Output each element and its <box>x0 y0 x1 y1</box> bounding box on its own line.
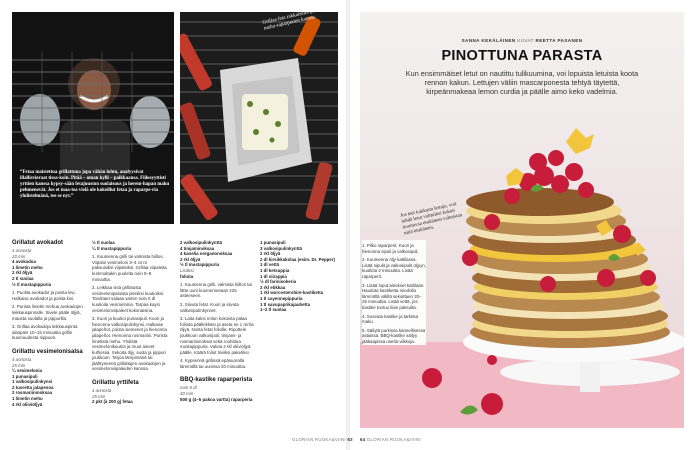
ingredient: 2 rkl öljyä <box>260 251 281 257</box>
ingredient: 2 rkl öljyä <box>180 256 201 262</box>
ingredient: 2 tuoretta jalapenoa <box>12 384 54 390</box>
ingredient: 1 rkl worcestershire-kastiketta <box>260 290 324 296</box>
bbq-steps <box>362 240 426 345</box>
ingredient-note: Lisäksi: <box>180 267 195 273</box>
person-with-oven-mitts-photo <box>12 12 174 224</box>
recipe-step: 5. Säilytä purkissa kannellisessa astiassa. BBQ-kastike säilyy jääkaapissa useita viikkoja. <box>362 327 426 344</box>
footer-brand: GLORIAN RUOKA&VIINI <box>292 437 346 442</box>
recipe-step: 1. Pilko raparperit. Kuori ja hienonna sipuli ja valkosipuli. <box>362 243 419 254</box>
ingredient: 1 dl siirappia <box>260 273 287 279</box>
ingredient: 4 rkl oliiviöljyä <box>12 401 43 407</box>
recipe-servings: 4 annosta <box>12 248 32 253</box>
recipe-time: 25 min <box>92 393 106 399</box>
recipe-step: 1. Kuumenna grilli, valmista hiillos tai lätte uuni kuumennetaan 225 asteeseen. <box>180 282 252 299</box>
grilled-feta-photo <box>180 12 338 224</box>
ingredient: 1 punasipuli <box>12 373 38 379</box>
ingredient: 1 limetin mehu <box>12 396 43 402</box>
ingredient: 3 valkosipulinkynttä <box>260 245 302 251</box>
ingredient: 4 timjaminoksaa <box>180 245 215 251</box>
ingredient: 2 dl kirsikkakolaa (esim. Dr. Pepper) <box>260 256 335 262</box>
recipe-title-bbq: BBQ-kastike raparperista <box>180 377 253 384</box>
recipe-step: 2. Leikkaa sisä grillatusta vesimelonipaloista pieniksi kuutioiksi. Tarvittaet salaaa varten noin 5 dl kuutioita vesimelonia. Tarpaa kaysi vesimelonviipaleet kokonaisina. <box>92 285 165 313</box>
recipe-servings: 4 annosta <box>12 356 32 362</box>
ingredient: foliota <box>180 273 194 279</box>
ingredient: 2 rosmariininoksaa <box>12 390 53 396</box>
recipe-step: 2. Kuumenna öljy kattilassa. Lisää sipulit ja valkosipulit öljyyn, kuullota 2 minuuttia. Lisää raparperit. <box>362 257 426 279</box>
article-lead: Kun ensimmäiset letut on nautittu tulikuumina, voi lopuista letuista koota rennon kakun. Lettujen väliin mascarponesta tehtyä täytettä, kirpeänmakeaa lemon curdia ja päälle aimo keko vadelmia. <box>405 69 639 97</box>
ingredient: 1 tl cayennepippuria <box>260 295 303 301</box>
footer-page-number: 64 <box>360 437 366 442</box>
ingredient: ¼ vesimelonia <box>12 368 43 374</box>
photographer-name: REETTA PASANEN <box>535 38 583 43</box>
recipe-step: 1. Puolita avokadot ja poista kivi. Halkaise avokadot ja poista kivi. <box>12 290 76 301</box>
ingredient: 4 kanelia oreganonoksaa <box>180 251 233 257</box>
recipe-step: 1. Kuumenna grilli tai valmista hiillos. Viipaloi vesimeloni 3–4 cm:n paksuisiksi viipaleiksi. Grillaa viipaleita kummaltakin puolelta noin 5–8 minuuttia. <box>92 254 167 282</box>
ingredient: 2 rkl etikkaa <box>260 284 286 290</box>
ingredient: 1 punasipuli <box>260 240 286 245</box>
left-page-footer <box>292 437 353 442</box>
ingredient: 2 valkosipulinkynttä <box>180 240 222 245</box>
recipe-title-yrttifeta: Grillattu yrttifeta <box>92 380 139 387</box>
recipe-time: 40 min <box>180 391 194 397</box>
right-page-footer <box>360 437 421 442</box>
recipe-step: 3. Lisää loput ainekset kattilaan. Hauduta kastiketta miedolla lämmöllä välillä sekoittaen 20–25 minuuttia. Lisää vettä, jos kastike tuntuu liian paksulta. <box>362 282 425 310</box>
ingredient: 4 avokadoa <box>12 259 36 265</box>
recipe-servings: noin 6 dl <box>180 385 197 391</box>
recipe-step: 4. Kypsennä grillissä epäsuoralla lämmöllä tai uunissa 20 minuuttia. <box>180 358 247 369</box>
ingredient: 1 dl ketsuppia <box>260 267 290 273</box>
ingredient: ½ tl mustapippuria <box>180 262 220 268</box>
footer-brand: GLORIAN RUOKA&VIINI <box>366 437 421 442</box>
grill-photo-illustration <box>180 12 338 224</box>
footer-page-number: 63 <box>347 437 353 442</box>
recipe-title-vesimeloni: Grillattu vesimelonisalsa <box>12 348 83 355</box>
recipe-time: 25 min <box>12 362 26 368</box>
pull-quote: “Fetaa maistettua grillattuna jopa vähän lohtu, analyysivat illallisvieraat tissa-koin. Pitää – oman kylli – paikkaansa. Fiilosyyttisti yrttien kanssa kypsy-sään fetajuuston suolaisuus ja herem-hapan maku pehmenevät. Jos et maa-tea vielä ole kokeillut fetaa ja raparpe-ria yhdistelmänä, tee se nyt.” <box>20 170 170 200</box>
recipe-step: 4. Soseuta kastike ja tarkista maku. <box>362 313 418 325</box>
ingredient: 2 pkt (à 200 g) fetaa <box>92 399 133 405</box>
ingredient: ¼ tl mustapippuria <box>92 245 132 251</box>
cake-photo-caption: Jos teet kakkuun lettuja, voit tehdä letut valmiiksi kakun koottavaa etukäteen valmistan niitä etukäteen. <box>400 202 463 237</box>
recipe-step: 2. Purista limetin mehua avokadojen leikkauspinnalle. Sivele pääle öljyä, mausta suolalla ja pippurilla. <box>12 304 83 321</box>
ingredient: ½ dl farinisokeria <box>260 279 297 285</box>
article-credits <box>360 38 684 43</box>
ingredient: 2 tl suolaa <box>12 275 34 281</box>
ingredient: 1 limetin mehu <box>12 264 43 270</box>
recipe-step: 2. Siivuta fetat. Kuori ja siivuta valkosipulinkynnet. <box>180 301 239 313</box>
article-title: PINOTTUNA PARASTA <box>441 48 603 64</box>
photos-label: KUVAT <box>517 38 534 43</box>
ingredient: ½ tl mustapippuria <box>12 281 52 287</box>
ingredient: 1 valkosipulinkynsi <box>12 379 53 385</box>
recipe-column-1 <box>12 240 88 407</box>
ingredient: 1 tl savupaprikajauhetta <box>260 301 311 307</box>
recipe-step: 3. Grillaa avokadoja leikkauspinta alaspäin 10–15 minuuttia grillin kuumuudesta riippuen. <box>12 324 78 341</box>
recipe-servings: 4 annosta <box>92 388 112 394</box>
ingredient: 1 dl vettä <box>260 262 280 268</box>
recipe-column-2 <box>92 240 168 405</box>
ingredient: 500 g (4–5 pakoa vartta) raparperia <box>180 396 253 402</box>
recipe-title-avokadot: Grillatut avokadot <box>12 240 64 246</box>
recipe-time: 20 min <box>12 253 26 259</box>
recipe-step: 3. Laita kaksi reilun kokoista palaa folioita päällekkäin ja aseta ne 1 rei'ila öljyä. Nosta fetat foliolle. Ripottele joukkoon valkosipuli, timjami- ja rosmariininoksat sekä rouhittua mustapippuria. Valuta 2 rkl oliiviöljyä päälle. Käärä foliot tiiviiksi paketiksi. <box>180 316 254 355</box>
author-name: SANNA KEKÄLÄINEN <box>461 38 516 43</box>
ingredient: 1–2 tl suolaa <box>260 307 287 313</box>
recipe-step: 3. Kuori ja kuutioi punasipuli. Kuori ja hienonna valkosipulinkynsi. Halkaise jalapeñot, poista siemenet ja hienonna jalapeñot. Hienonna rosmariini. Purista limetistä mehu. Yhdistä vesimelonikuutiot ja muut aineet kulhossa. Sekoita öljy, suola ja pippuri joukkoon. Tarjoa lämpimänä tai jäähtyneenä grillattujen avokadojen ja vesimelonviipaleiden kanssa. <box>92 316 168 372</box>
grill-photo-caption: Grillaa feta rakkaisella paketissa mehu-raparperien kanssa. <box>262 4 330 32</box>
ingredient: 2 rkl öljyä <box>12 270 33 276</box>
recipe-column-4 <box>260 240 338 313</box>
recipe-column-3 <box>180 240 256 402</box>
ingredient: ½ tl suolaa <box>92 240 115 245</box>
page-gutter <box>346 0 353 450</box>
